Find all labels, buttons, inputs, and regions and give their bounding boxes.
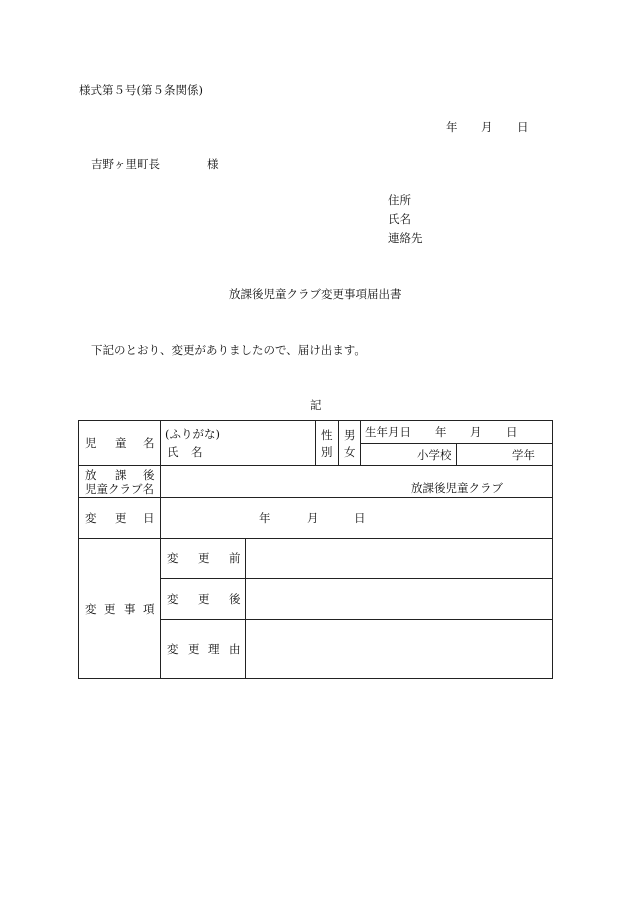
shimei-label-char2: 名 [191,445,203,459]
after-field[interactable] [246,579,553,620]
gender-label-cell [316,421,339,466]
before-label-char1: 変 [167,551,179,565]
gender-label-char1: 性 [321,428,333,442]
school-label[interactable]: 小学校 [417,448,452,462]
form-number: 様式第５号(第５条関係) [79,83,203,97]
change-items-label-char4: 項 [143,601,155,616]
gender-option-female[interactable]: 女 [344,445,356,459]
date-day-label: 日 [517,120,529,134]
grade-label[interactable]: 学年 [512,448,535,462]
reason-label-char2: 更 [188,642,200,656]
reason-label-cell [161,620,246,679]
change-date-month: 月 [307,511,319,525]
child-name-label-cell [79,421,161,466]
row-change-date [79,498,553,539]
change-items-label-char2: 更 [104,601,116,616]
change-date-year: 年 [259,511,271,525]
shimei-label-char1: 氏 [167,445,179,459]
date-month-label: 月 [481,120,493,134]
birthdate-day-label[interactable]: 日 [506,425,518,439]
club-name-label-cell [79,466,161,498]
child-name-label-char1: 児 [85,436,97,450]
row-change-before [79,539,553,579]
furigana-label: (ふりがな) [165,427,220,441]
change-date-label-char2: 更 [115,511,127,525]
child-name-label-char2: 童 [115,436,127,450]
document-title: 放課後児童クラブ変更事項届出書 [229,287,402,301]
after-label-char1: 変 [167,592,179,606]
intro-text: 下記のとおり、変更がありましたので、届け出ます。 [91,343,366,357]
after-label-char3: 後 [229,592,241,606]
child-name-label-char3: 名 [143,436,155,450]
gender-options-cell[interactable] [339,421,361,466]
reason-label-char3: 理 [208,642,220,656]
club-name-label-char1: 放 [85,468,97,482]
club-suffix: 放課後児童クラブ [411,481,503,495]
form-table [78,420,553,679]
before-label-char3: 前 [229,551,241,565]
name-label: 氏名 [388,212,411,226]
row-child-name [79,421,553,466]
change-items-label-char1: 変 [85,601,97,616]
birthdate-year-label[interactable]: 年 [435,425,447,439]
before-field[interactable] [246,539,553,579]
birthdate-school-cell [361,421,553,466]
child-name-field[interactable] [161,421,316,466]
school-grade-divider [456,443,457,465]
change-date-label-char1: 変 [85,511,97,525]
reason-field[interactable] [246,620,553,679]
birthdate-month-label[interactable]: 月 [470,425,482,439]
contact-label: 連絡先 [388,231,423,245]
ki-label: 記 [310,398,322,412]
before-label-cell [161,539,246,579]
gender-option-male[interactable]: 男 [344,428,356,442]
change-date-label-cell [79,498,161,539]
date-year-label: 年 [446,120,458,134]
reason-label-char4: 由 [229,642,241,656]
gender-label-char2: 別 [321,445,333,459]
row-club-name [79,466,553,498]
club-name-label-char2: 課 [115,468,127,482]
address-label: 住所 [388,193,411,207]
before-label-char2: 更 [198,551,210,565]
change-items-label-char3: 事 [124,601,136,616]
club-name-label-line2: 児童クラブ名 [85,482,154,496]
change-date-label-char3: 日 [143,511,155,525]
change-items-label-cell [79,539,161,679]
after-label-cell [161,579,246,620]
club-name-label-char3: 後 [143,468,155,482]
club-name-field[interactable] [161,466,553,498]
birthdate-label: 生年月日 [365,425,411,439]
change-date-day: 日 [354,511,366,525]
addressee-honorific: 様 [207,157,219,171]
after-label-char2: 更 [198,592,210,606]
reason-label-char1: 変 [167,642,179,656]
change-date-field[interactable] [161,498,553,539]
addressee-name: 吉野ヶ里町長 [91,157,160,171]
